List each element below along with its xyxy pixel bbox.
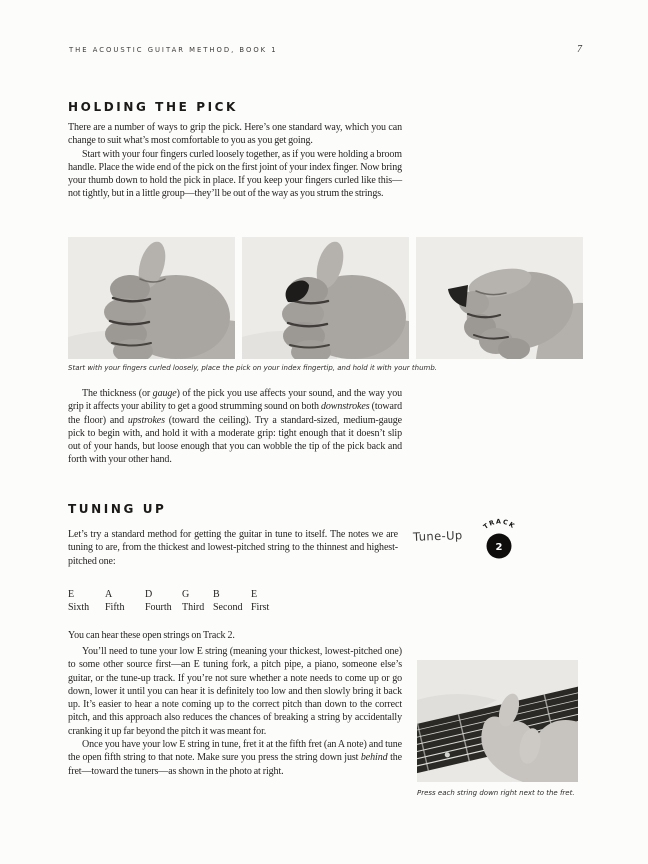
gauge-text-3: (toward the floor) and — [68, 401, 402, 426]
photo-row-caption: Start with your fingers curled loosely, place the pick on your index fingertip, and hold it with your thumb. — [68, 364, 438, 372]
paragraph-fifth-fret — [68, 738, 402, 778]
track-note-block — [68, 629, 402, 642]
tuning-instructions-block — [68, 645, 402, 778]
string-name: Fifth — [105, 602, 125, 613]
gauge-text-1: The thickness (or — [82, 388, 153, 399]
photo-hand-curled — [68, 237, 235, 359]
string-name: Fourth — [145, 602, 172, 613]
string-name: Sixth — [68, 602, 90, 613]
string-names-row — [68, 601, 281, 614]
paragraph-lets-try: Let’s try a standard method for getting the guitar in tune to itself. The notes we are tuning to are, from the thickest and lowest-pitched string to the thinnest and highest-pitched one: — [68, 529, 398, 567]
fretting-photo-caption: Press each string down right next to the fret. — [417, 789, 575, 797]
page-number: 7 — [577, 44, 582, 55]
open-strings-table — [68, 588, 281, 614]
paragraph-hear-track: You can hear these open strings on Track 2. — [68, 630, 235, 641]
running-title: THE ACOUSTIC GUITAR METHOD, BOOK 1 — [69, 46, 278, 54]
fifth-fret-italic-behind: behind — [360, 752, 388, 764]
photo-fretting-hand — [417, 660, 578, 782]
note-letter: E — [251, 589, 258, 600]
note-letter: E — [68, 589, 75, 600]
pick-held-photo-illustration — [416, 237, 583, 359]
track-2-badge — [472, 510, 528, 566]
gauge-paragraph-block — [68, 387, 402, 467]
note-letter: G — [182, 589, 190, 600]
gauge-text-4: (toward the ceiling). Try a standard-sized, medium-gauge pick to begin with, and hold it with a moderate grip: tight enough that it doesn’t slip out of your hands, but loose enough that you can wobble the tip of the pick back and forth with your other hand. — [68, 414, 402, 466]
paragraph-start-grip: Start with your four fingers curled loosely together, as if you were holding a broom handle. Place the wide end of the pick on the first joint of your index finger. Now bring your thumb down to hold the pick in place. If you keep your fingers curled like this—not tightly, but in a little group—they’ll be out of the way as you strum the strings. — [68, 148, 402, 200]
photo-pick-held — [416, 237, 583, 359]
holding-intro-paragraphs — [68, 121, 402, 201]
gauge-italic-downstrokes: downstrokes — [320, 401, 370, 413]
note-letter: B — [213, 589, 220, 600]
hand-curled-photo-illustration — [68, 237, 235, 359]
paragraph-gauge — [68, 387, 402, 467]
fifth-fret-text-2: the fret—toward the tuners—as shown in the photo at right. — [68, 752, 403, 777]
gauge-italic-gauge: gauge — [152, 388, 177, 399]
svg-text:TRACK — [482, 517, 517, 530]
note-letter: A — [105, 589, 113, 600]
gauge-text-2: ) of the pick you use affects your sound, and the way you grip it affects your ability to get a good strumming sound on both — [68, 388, 402, 413]
string-name: First — [251, 602, 270, 613]
section-heading-tuning-up: TUNING UP — [68, 502, 167, 516]
track-badge-number: 2 — [495, 542, 503, 553]
photo-pick-on-fingertip — [242, 237, 409, 359]
paragraph-intro: There are a number of ways to grip the pick. Here’s one standard way, which you can change to suit what’s most comfortable to you as you get going. — [68, 122, 402, 147]
track-badge-arc-text: TRACK — [481, 517, 518, 531]
fifth-fret-text-1: Once you have your low E string in tune, fret it at the fifth fret (an A note) and tune the open fifth string to that note. Make sure you press the string down just — [68, 739, 402, 764]
note-letter: D — [145, 589, 153, 600]
string-notes-row — [68, 588, 281, 601]
section-heading-holding-the-pick: HOLDING THE PICK — [68, 100, 238, 114]
string-name: Third — [182, 602, 205, 613]
pick-grip-photo-row — [68, 237, 583, 359]
paragraph-tune-low-e: You’ll need to tune your low E string (meaning your thickest, lowest-pitched one) to some other source first—an E tuning fork, a pitch pipe, a piano, someone else’s guitar, or the tune-up track. If you’re not sure whether a note needs to come up or go down, lower it until you can hear it is definitely too low and then slowly bring it back up. It’s easier to hear a note coming up to the correct pitch than down to the correct pitch, and this approach also reduces the chances of breaking a string by accidentally cranking it up far beyond the pitch it was meant for. — [68, 646, 402, 737]
string-name: Second — [213, 602, 243, 613]
pick-on-fingertip-photo-illustration — [242, 237, 409, 359]
running-head — [69, 44, 582, 55]
tune-up-margin-label: Tune-Up — [412, 528, 463, 544]
fretting-photo-illustration — [417, 660, 578, 782]
tuning-intro-block — [68, 528, 398, 568]
gauge-italic-upstrokes: upstrokes — [127, 414, 165, 426]
